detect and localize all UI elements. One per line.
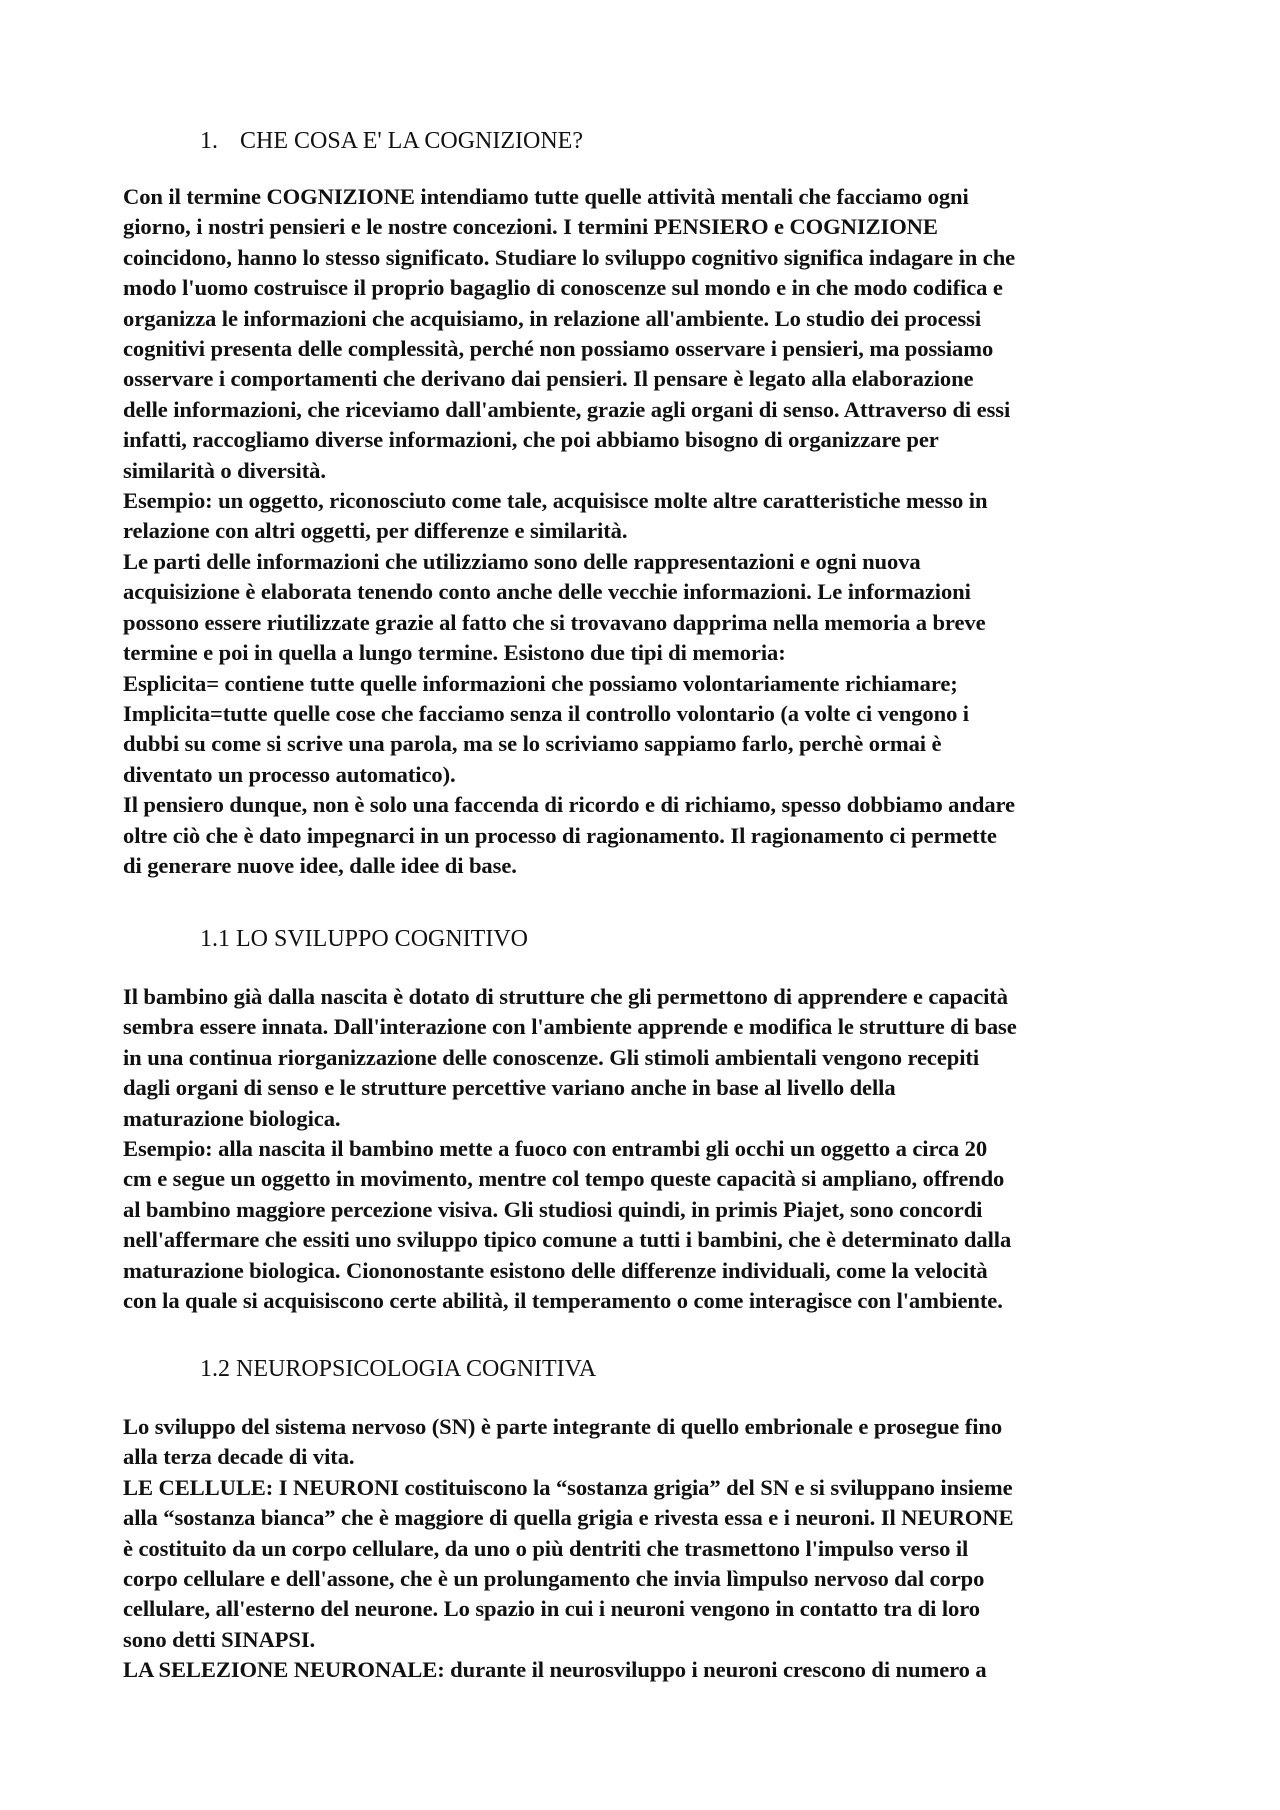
paragraph-line: dubbi su come si scrive una parola, ma se lo scriviamo sappiamo farlo, perchè ormai è bbox=[123, 731, 942, 757]
section-1-number: 1. bbox=[200, 128, 218, 154]
paragraph-line: Esempio: un oggetto, riconosciuto come tale, acquisisce molte altre caratteristiche messo in bbox=[123, 488, 988, 514]
paragraph-line: maturazione biologica. bbox=[123, 1105, 341, 1131]
paragraph-line: modo l'uomo costruisce il proprio bagaglio di conoscenze sul mondo e in che modo codifica e bbox=[123, 275, 1003, 301]
paragraph-line: alla “sostanza bianca” che è maggiore di quella grigia e rivesta essa e i neuroni. Il NEURONE bbox=[123, 1505, 1014, 1531]
section-1-1-body bbox=[123, 982, 1169, 1316]
paragraph-line: giorno, i nostri pensieri e le nostre concezioni. I termini PENSIERO e COGNIZIONE bbox=[123, 214, 938, 240]
paragraph-line: Con il termine COGNIZIONE intendiamo tutte quelle attività mentali che facciamo ogni bbox=[123, 184, 969, 209]
paragraph-line: in una continua riorganizzazione delle conoscenze. Gli stimoli ambientali vengono recepiti bbox=[123, 1044, 979, 1070]
section-1-1-heading: 1.1 LO SVILUPPO COGNITIVO bbox=[200, 926, 528, 952]
paragraph-line: cellulare, all'esterno del neurone. Lo spazio in cui i neuroni vengono in contatto tra di loro bbox=[123, 1596, 980, 1622]
paragraph-line: possono essere riutilizzate grazie al fatto che si trovavano dapprima nella memoria a breve bbox=[123, 609, 986, 635]
paragraph-line: sono detti SINAPSI. bbox=[123, 1626, 316, 1652]
section-1-body bbox=[123, 182, 1169, 881]
paragraph-line: Il pensiero dunque, non è solo una faccenda di ricordo e di richiamo, spesso dobbiamo andare bbox=[123, 792, 1015, 818]
paragraph-line: termine e poi in quella a lungo termine. Esistono due tipi di memoria: bbox=[123, 640, 786, 666]
paragraph-line: infatti, raccogliamo diverse informazioni, che poi abbiamo bisogno di organizzare per bbox=[123, 427, 939, 453]
paragraph-line: alla terza decade di vita. bbox=[123, 1444, 355, 1470]
section-1-2-body bbox=[123, 1412, 1169, 1686]
paragraph-line: diventato un processo automatico). bbox=[123, 761, 456, 787]
paragraph-line: Lo sviluppo del sistema nervoso (SN) è parte integrante di quello embrionale e prosegue fino bbox=[123, 1414, 1003, 1439]
paragraph-line: Implicita=tutte quelle cose che facciamo senza il controllo volontario (a volte ci vengono i bbox=[123, 700, 969, 726]
paragraph-line: similarità o diversità. bbox=[123, 457, 326, 483]
paragraph-line: nell'affermare che essiti uno sviluppo tipico comune a tutti i bambini, che è determinato dalla bbox=[123, 1227, 1012, 1253]
paragraph-line: sembra essere innata. Dall'interazione con l'ambiente apprende e modifica le strutture di base bbox=[123, 1014, 1017, 1040]
paragraph-line: acquisizione è elaborata tenendo conto anche delle vecchie informazioni. Le informazioni bbox=[123, 579, 971, 605]
paragraph-line: relazione con altri oggetti, per differenze e similarità. bbox=[123, 518, 628, 544]
section-1-title: CHE COSA E' LA COGNIZIONE? bbox=[240, 128, 583, 154]
paragraph-line: di generare nuove idee, dalle idee di base. bbox=[123, 852, 517, 878]
paragraph-line: con la quale si acquisiscono certe abilità, il temperamento o come interagisce con l'ambiente. bbox=[123, 1288, 1003, 1314]
paragraph-line: Il bambino già dalla nascita è dotato di strutture che gli permettono di apprendere e capacità bbox=[123, 984, 1008, 1009]
paragraph-line: coincidono, hanno lo stesso significato. Studiare lo sviluppo cognitivo significa indagare in che bbox=[123, 244, 1016, 270]
paragraph-line: osservare i comportamenti che derivano dai pensieri. Il pensare è legato alla elaborazione bbox=[123, 366, 974, 392]
paragraph-line: cognitivi presenta delle complessità, perché non possiamo osservare i pensieri, ma possiamo bbox=[123, 336, 994, 362]
paragraph-line: Le parti delle informazioni che utilizziamo sono delle rappresentazioni e ogni nuova bbox=[123, 548, 921, 574]
paragraph-line: maturazione biologica. Ciononostante esistono delle differenze individuali, come la velocità bbox=[123, 1257, 988, 1283]
paragraph-line: al bambino maggiore percezione visiva. Gli studiosi quindi, in primis Piajet, sono concordi bbox=[123, 1196, 983, 1222]
paragraph-line: cm e segue un oggetto in movimento, mentre col tempo queste capacità si ampliano, offrendo bbox=[123, 1166, 1005, 1192]
paragraph-line: organizza le informazioni che acquisiamo, in relazione all'ambiente. Lo studio dei processi bbox=[123, 305, 982, 331]
paragraph-line: oltre ciò che è dato impegnarci in un processo di ragionamento. Il ragionamento ci permette bbox=[123, 822, 997, 848]
section-1-heading bbox=[200, 126, 583, 156]
paragraph-line: dagli organi di senso e le strutture percettive variano anche in base al livello della bbox=[123, 1075, 896, 1101]
paragraph-line: corpo cellulare e dell'assone, che è un prolungamento che invia lìmpulso nervoso dal corpo bbox=[123, 1566, 985, 1592]
paragraph-line: delle informazioni, che riceviamo dall'ambiente, grazie agli organi di senso. Attraverso di essi bbox=[123, 396, 1011, 422]
section-1-2-heading: 1.2 NEUROPSICOLOGIA COGNITIVA bbox=[200, 1356, 597, 1382]
paragraph-line: è costituito da un corpo cellulare, da uno o più dentriti che trasmettono l'impulso verso il bbox=[123, 1535, 969, 1561]
paragraph-line: Esempio: alla nascita il bambino mette a fuoco con entrambi gli occhi un oggetto a circa 20 bbox=[123, 1136, 988, 1162]
paragraph-line: LA SELEZIONE NEURONALE: durante il neurosviluppo i neuroni crescono di numero a bbox=[123, 1657, 987, 1683]
paragraph-line: LE CELLULE: I NEURONI costituiscono la “sostanza grigia” del SN e si sviluppano insieme bbox=[123, 1474, 1013, 1500]
paragraph-line: Esplicita= contiene tutte quelle informazioni che possiamo volontariamente richiamare; bbox=[123, 670, 958, 696]
